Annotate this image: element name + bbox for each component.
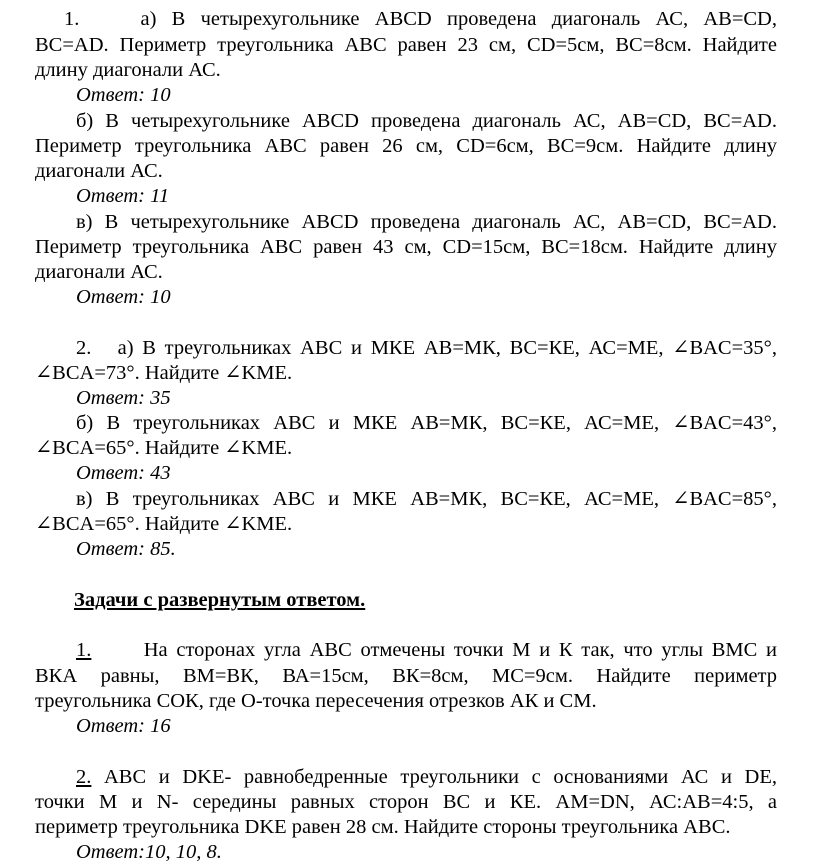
- task-1c-answer: Ответ: 10: [76, 286, 171, 308]
- extended-task-2-line-1: [76, 765, 777, 790]
- task-1b-line-3: диагонали АС.: [35, 160, 163, 182]
- task-1c-line-1: в) В четырехугольнике ABCD проведена диагональ АС, АВ=CD, BC=AD.: [76, 211, 777, 233]
- task-2a-line-2: ∠BCA=73°. Найдите ∠KME.: [35, 362, 293, 384]
- task-2b-line-2: ∠BCA=65°. Найдите ∠KME.: [35, 437, 293, 459]
- task-1a-line-3: длину диагонали АС.: [35, 59, 221, 81]
- extended-task-2-line-2: точки М и N- середины равных сторон ВС и КЕ. АМ=DN, АС:АВ=4:5, а: [35, 791, 777, 813]
- task-1b-line-2: Периметр треугольника АВС равен 26 см, CD=6см, ВС=9см. Найдите длину: [35, 135, 777, 157]
- extended-task-1-answer: Ответ: 16: [76, 715, 171, 737]
- task-2b-line-1: б) В треугольниках АВС и МКЕ АВ=МК, ВС=КЕ, АС=МЕ, ∠BAC=43°,: [76, 412, 777, 434]
- extended-task-2-answer: Ответ:10, 10, 8.: [76, 841, 222, 863]
- extended-task-1-line-1: [76, 638, 777, 663]
- task-2a-line-1: 2. а) В треугольниках АВС и МКЕ АВ=МК, ВС=КЕ, АС=МЕ, ∠BAC=35°,: [76, 337, 777, 359]
- extended-task-1-number: 1.: [76, 639, 92, 661]
- task-1c-line-2: Периметр треугольника АВС равен 43 см, CD=15см, ВС=18см. Найдите длину: [35, 236, 777, 258]
- task-2c-line-1: в) В треугольниках АВС и МКЕ АВ=МК, ВС=КЕ, АС=МЕ, ∠BAC=85°,: [76, 488, 777, 510]
- task-1b-answer: Ответ: 11: [76, 185, 170, 207]
- task-1a-line-1: 1. а) В четырехугольнике ABCD проведена диагональ АС, АВ=CD,: [64, 8, 777, 30]
- task-1a-answer: Ответ: 10: [76, 84, 171, 106]
- section-heading: Задачи с развернутым ответом.: [74, 589, 366, 611]
- extended-task-2-line-3: периметр треугольника DKE равен 28 см. Найдите стороны треугольника АВС.: [35, 816, 731, 838]
- task-1a-line-2: BC=AD. Периметр треугольника АВС равен 23 см, CD=5см, ВС=8см. Найдите: [35, 34, 777, 56]
- task-2a-answer: Ответ: 35: [76, 387, 171, 409]
- extended-task-1-line-2: ВКА равны, ВМ=ВК, ВА=15см, ВК=8см, МС=9см. Найдите периметр: [35, 665, 777, 687]
- task-2b-answer: Ответ: 43: [76, 462, 171, 484]
- extended-task-2-number: 2.: [76, 766, 92, 788]
- task-1c-line-3: диагонали АС.: [35, 261, 163, 283]
- task-1b-line-1: б) В четырехугольнике ABCD проведена диагональ АС, АВ=CD, BC=AD.: [76, 110, 777, 132]
- extended-task-1-line-3: треугольника СОК, где О-точка пересечения отрезков АК и СМ.: [35, 690, 597, 712]
- task-2c-answer: Ответ: 85.: [76, 538, 176, 560]
- task-2c-line-2: ∠BCA=65°. Найдите ∠KME.: [35, 513, 293, 535]
- extended-task-2-line-1-text: АВС и DKE- равнобедренные треугольники с основаниями АС и DE,: [91, 766, 777, 788]
- extended-task-1-line-1-text: На сторонах угла АВС отмечены точки М и К так, что углы ВМС и: [91, 639, 777, 661]
